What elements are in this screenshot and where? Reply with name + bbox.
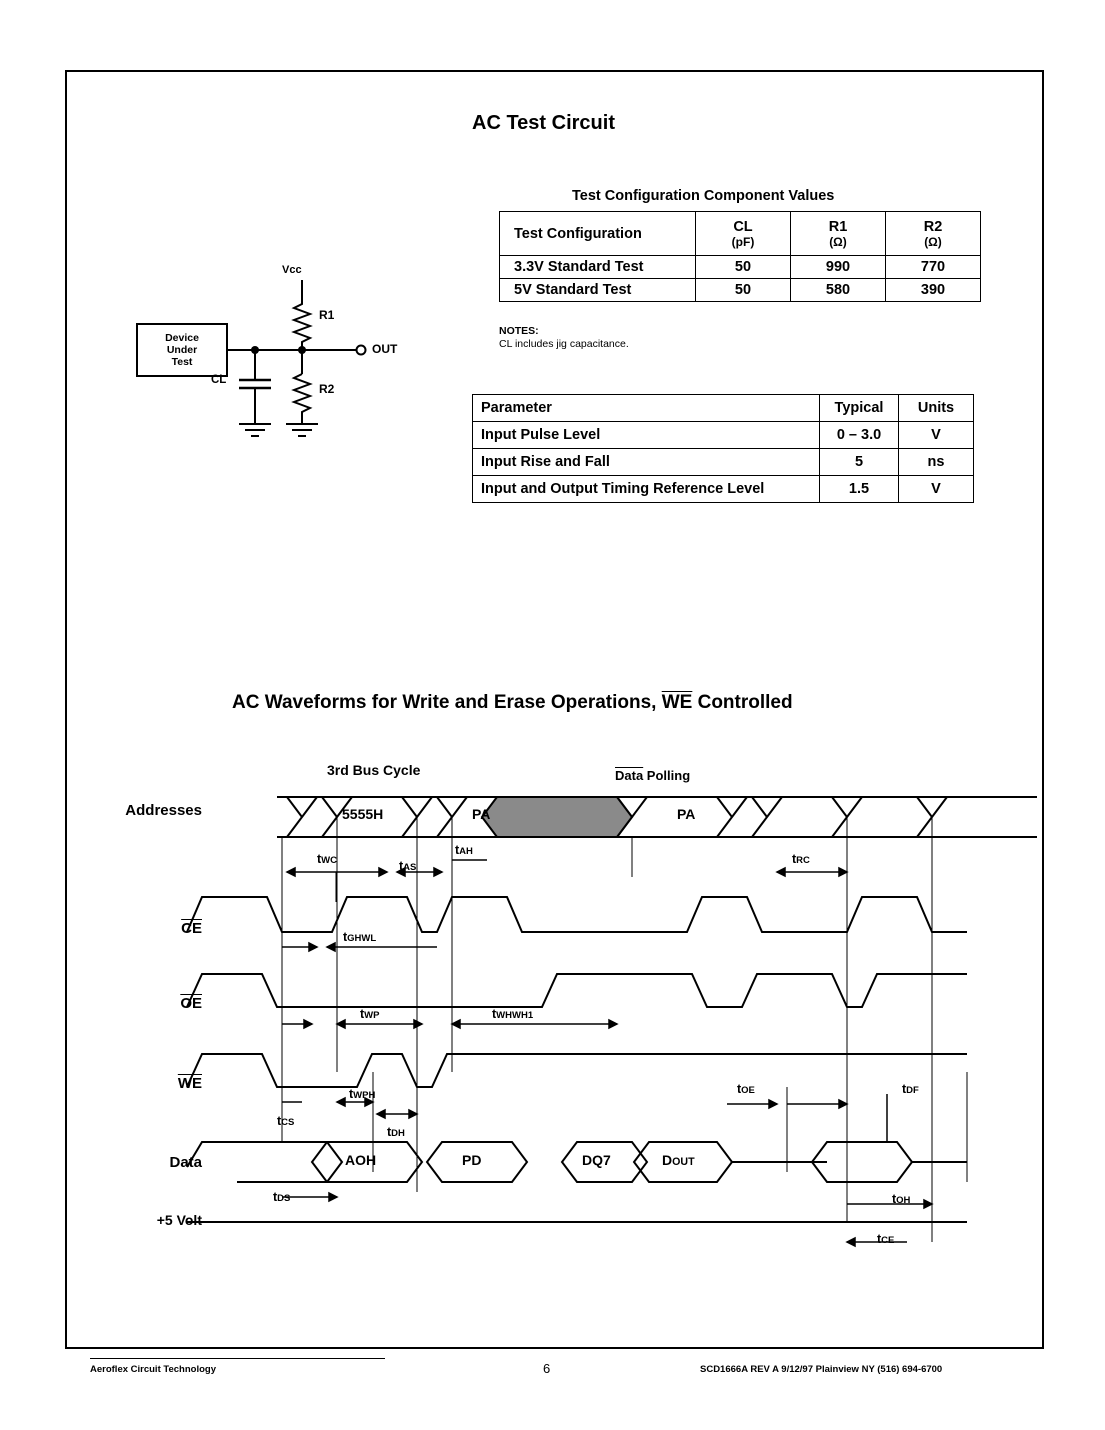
test-configuration-table (499, 211, 981, 302)
th-units: Units (899, 395, 974, 422)
footer-company: Aeroflex Circuit Technology (90, 1364, 216, 1375)
ac-test-circuit-schematic (127, 252, 467, 472)
timing-label-tah: tAH (455, 843, 473, 857)
signal-label-we: $\overline{WE}$ (177, 1075, 202, 1092)
cell-typical: 5 (820, 449, 899, 476)
timing-label-tce: tCE (877, 1232, 895, 1246)
cell-cl: 50 (696, 279, 791, 302)
cell-cl: 50 (696, 256, 791, 279)
timing-label-twhwh1: tWHWH1 (492, 1007, 534, 1021)
timing-label-twph: tWPH (349, 1087, 376, 1101)
timing-label-twc: tWC (317, 852, 337, 866)
data-label-pd: PD (462, 1152, 482, 1168)
footer-divider (90, 1358, 385, 1359)
signal-label-ce: $\overline{CE}$ (181, 920, 202, 937)
cell-units: V (899, 476, 974, 503)
signal-label-data: Data (169, 1154, 202, 1171)
notes-text: CL includes jig capacitance. (499, 338, 629, 350)
timing-label-toe: tOE (737, 1082, 755, 1096)
parameter-table (472, 394, 974, 503)
cell-units: V (899, 422, 974, 449)
signal-label-addresses: Addresses (125, 802, 202, 819)
signal-label-plus5volt: +5 Volt (156, 1212, 202, 1228)
cell-r1: 990 (791, 256, 886, 279)
th-typical: Typical (820, 395, 899, 422)
cell-parameter: Input Pulse Level (473, 422, 820, 449)
document-page (65, 70, 1044, 1349)
footer-doc-id: SCD1666A REV A 9/12/97 Plainview NY (516) 694-6700 (700, 1364, 943, 1375)
vcc-label: Vcc (282, 264, 302, 276)
cell-parameter: Input Rise and Fall (473, 449, 820, 476)
address-label-pa-2: PA (677, 806, 696, 822)
timing-label-twp: tWP (360, 1007, 380, 1021)
th-cl: CL (pF) (696, 212, 791, 256)
annotation-bus-cycle: 3rd Bus Cycle (327, 762, 421, 778)
th-r2: R2 (Ω) (886, 212, 981, 256)
waveform-title: AC Waveforms for Write and Erase Operations, $\overline{WE}$ Controlled (232, 692, 793, 713)
data-label-aoh: AOH (345, 1152, 377, 1168)
table-row (500, 256, 981, 279)
cell-r2: 770 (886, 256, 981, 279)
timing-label-tcs: tCS (277, 1114, 295, 1128)
page-title: AC Test Circuit (472, 112, 615, 134)
cell-r1: 580 (791, 279, 886, 302)
timing-label-tas: tAS (399, 859, 417, 873)
address-label-pa-1: PA (472, 806, 491, 822)
timing-label-trc: tRC (792, 852, 810, 866)
cell-config: 5V Standard Test (500, 279, 696, 302)
device-under-test-label: Device Under Test (165, 332, 199, 368)
table1-title: Test Configuration Component Values (572, 188, 835, 204)
th-r1: R1 (Ω) (791, 212, 886, 256)
table-row (473, 449, 974, 476)
table-row (500, 279, 981, 302)
table-row (473, 476, 974, 503)
out-label: OUT (372, 342, 398, 356)
cell-parameter: Input and Output Timing Reference Level (473, 476, 820, 503)
timing-label-tdh: tDH (387, 1125, 405, 1139)
cell-units: ns (899, 449, 974, 476)
annotation-data-polling: Data Polling (615, 768, 691, 783)
r1-label: R1 (319, 308, 335, 322)
timing-label-tds: tDS (273, 1190, 291, 1204)
notes-label: NOTES: (499, 325, 539, 337)
r2-label: R2 (319, 382, 335, 396)
data-label-dout: DOUT (662, 1152, 695, 1168)
th-parameter: Parameter (473, 395, 820, 422)
address-label-5555h: 5555H (342, 806, 384, 822)
cell-config: 3.3V Standard Test (500, 256, 696, 279)
table-header-row (500, 212, 981, 256)
timing-label-toh: tOH (892, 1192, 911, 1206)
timing-label-tghwl: tGHWL (343, 930, 377, 944)
page-number: 6 (543, 1361, 551, 1376)
ac-waveform-diagram (87, 742, 1037, 1262)
cell-typical: 1.5 (820, 476, 899, 503)
data-label-dq7: DQ7 (582, 1152, 611, 1168)
timing-label-tdf: tDF (902, 1082, 919, 1096)
table-row (473, 422, 974, 449)
signal-label-oe: $\overline{OE}$ (180, 995, 202, 1012)
th-config: Test Configuration (500, 212, 696, 256)
cl-label: CL (211, 374, 227, 386)
cell-typical: 0 – 3.0 (820, 422, 899, 449)
cell-r2: 390 (886, 279, 981, 302)
table-header-row (473, 395, 974, 422)
